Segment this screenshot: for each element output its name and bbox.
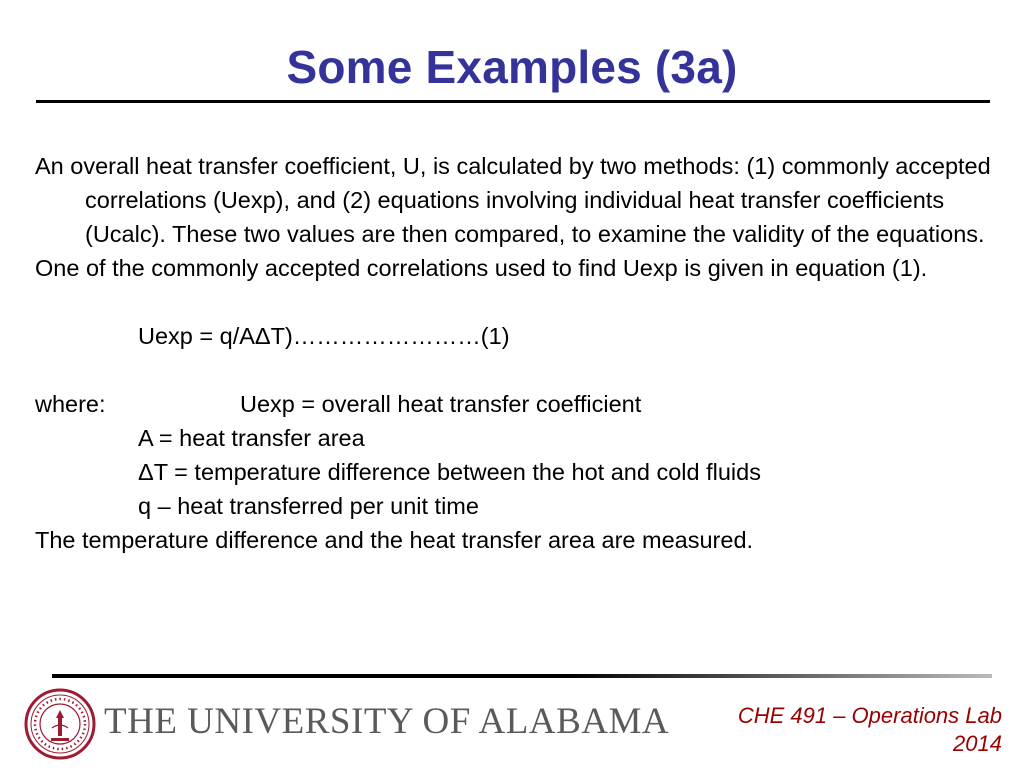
course-label (738, 702, 1002, 758)
paragraph-measured: The temperature difference and the heat transfer area are measured. (35, 527, 754, 553)
paragraph-methods: An overall heat transfer coefficient, U, is calculated by two methods: (1) commonly accepted correlations (Uexp), and (2) equations involving individual heat transfer coefficients (Ucalc). These two values are then compared, to examine the validity of the equations. (35, 153, 991, 247)
university-name: THE UNIVERSITY OF ALABAMA (104, 701, 670, 742)
definition-area: A = heat transfer area (138, 425, 365, 451)
paragraph-correlation: One of the commonly accepted correlations used to find Uexp is given in equation (1). (35, 255, 928, 281)
equation-1: Uexp = q/AΔT)……………………(1) (138, 323, 510, 349)
slide-body (35, 149, 995, 557)
title-divider (36, 100, 990, 103)
spacer (35, 285, 995, 319)
where-row (35, 387, 995, 421)
definition-delta-t: ΔT = temperature difference between the hot and cold fluids (138, 459, 761, 485)
where-label: where: (35, 391, 106, 417)
university-seal-icon (24, 688, 96, 760)
definition-q: q – heat transferred per unit time (138, 493, 479, 519)
course-year: 2014 (953, 731, 1002, 756)
course-title: CHE 491 – Operations Lab (737, 703, 1002, 728)
spacer (35, 353, 995, 387)
slide-title: Some Examples (3a) (286, 41, 738, 93)
footer-divider (52, 674, 992, 678)
definition-uexp: Uexp = overall heat transfer coefficient (240, 391, 642, 417)
